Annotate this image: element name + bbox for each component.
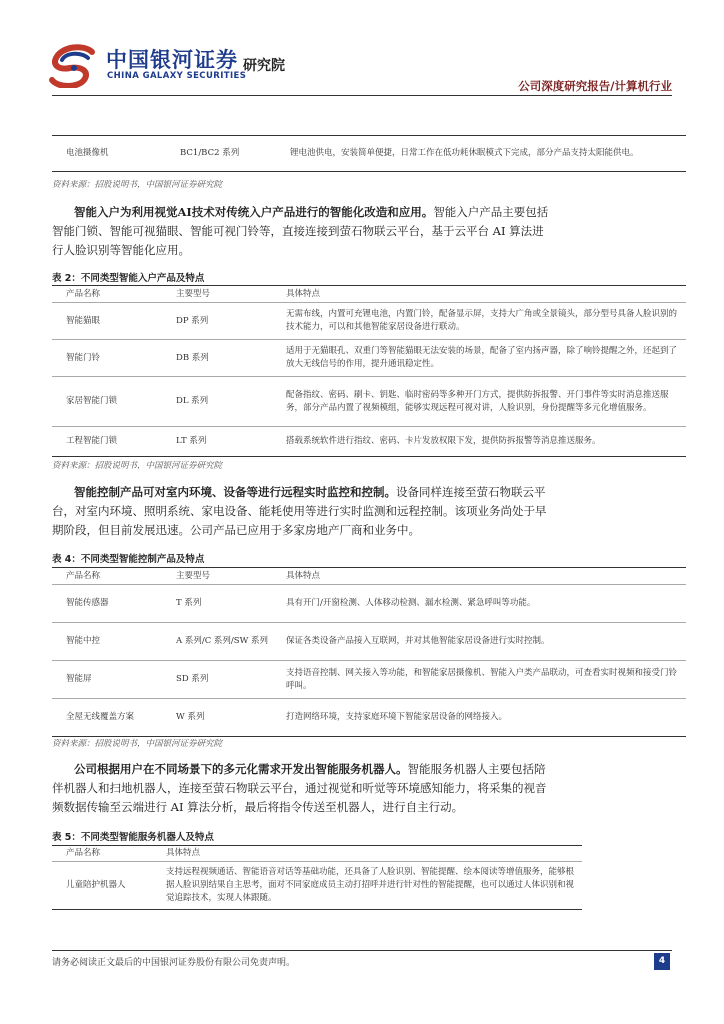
table-2 (52, 285, 686, 457)
table-cell: 支持语音控制、网关接入等功能，和智能家居摄像机、智能入户类产品联动，可查看实时视频和接受门铃呼叫。 (286, 667, 678, 691)
table-header: 主要型号 (176, 570, 211, 581)
table-header-row (52, 568, 686, 585)
table-cell: 智能门铃 (66, 352, 101, 363)
table-row (52, 623, 686, 661)
paragraph (52, 203, 552, 260)
paragraph-body: 设备同样连接至萤石物联云平台，对室内环境、照明系统、家电设备、能耗使用等进行实时监测和远程控制。该项业务尚处于早期阶段，但目前发展迅速。公司产品已应用于多家房地产厂商和业务中。 (52, 485, 547, 537)
source-note: 资料来源：招股说明书，中国银河证券研究院 (52, 180, 223, 190)
galaxy-logo-icon (48, 44, 100, 88)
table-cell: 工程智能门锁 (66, 436, 118, 446)
table-cell: 智能传感器 (66, 598, 109, 608)
table-cell: SD 系列 (176, 674, 209, 684)
table-cell: 智能中控 (66, 636, 101, 646)
logo-company-en: CHINA GALAXY SECURITIES (107, 71, 247, 81)
table-cell: 具有开门/开窗检测、人体移动检测、漏水检测、紧急呼叫等功能。 (286, 598, 536, 608)
paragraph-lead: 智能入户为利用视觉AI技术对传统入户产品进行的智能化改造和应用。 (74, 205, 434, 219)
table-cell: DL 系列 (176, 396, 209, 406)
table-row (52, 585, 686, 623)
table-caption: 表 5：不同类型智能服务机器人及特点 (52, 832, 214, 843)
table-cell: 智能屏 (66, 674, 92, 684)
table-cell: 保证各类设备产品接入互联网，并对其他智能家居设备进行实时控制。 (286, 636, 550, 646)
table-header: 具体特点 (286, 288, 321, 299)
table-header: 主要型号 (176, 288, 211, 299)
table-cell: LT 系列 (176, 436, 207, 446)
table-header-row (52, 846, 582, 862)
table-cell: DB 系列 (176, 352, 209, 363)
table-caption: 表 2：不同类型智能入户产品及特点 (52, 273, 205, 284)
table-header: 具体特点 (166, 848, 201, 858)
paragraph-lead: 公司根据用户在不同场景下的多元化需求开发出智能服务机器人。 (74, 762, 408, 776)
table-cell: 配备指纹、密码、刷卡、钥匙、临时密码等多种开门方式，提供防拆报警、开门事件等实时消息推送服务，部分产品内置了视频模组，能够实现远程可视对讲，人脸识别，身份提醒等多元化增值服务。 (286, 389, 669, 413)
footer-disclaimer: 请务必阅读正文最后的中国银河证券股份有限公司免责声明。 (52, 958, 296, 968)
table-cell: 锂电池供电，安装简单便捷，日常工作在低功耗休眠模式下完成，部分产品支持太阳能供电。 (290, 148, 639, 158)
table-cell: BC1/BC2 系列 (180, 148, 240, 158)
table-caption: 表 4：不同类型智能控制产品及特点 (52, 554, 205, 565)
table-top (52, 135, 686, 172)
table-row (52, 340, 686, 377)
table-row (52, 303, 686, 340)
table-cell: 全屋无线覆盖方案 (66, 712, 135, 722)
logo-institute: 研究院 (243, 58, 285, 74)
logo-company-cn: 中国银河证券 (106, 48, 238, 72)
table-header-row (52, 286, 686, 303)
table-5 (52, 845, 582, 910)
report-type: 公司深度研究报告/计算机行业 (518, 79, 672, 93)
table-cell: DP 系列 (176, 315, 209, 326)
table-cell: 智能猫眼 (66, 315, 101, 326)
table-cell: 家居智能门锁 (66, 396, 118, 406)
header-divider (52, 95, 672, 96)
table-row (52, 661, 686, 699)
table-cell: 儿童陪护机器人 (66, 880, 126, 890)
table-row (52, 862, 582, 910)
page-number: 4 (654, 953, 670, 970)
table-cell: A 系列/C 系列/SW 系列 (176, 636, 269, 646)
table-row (52, 699, 686, 737)
source-note: 资料来源：招股说明书，中国银河证券研究院 (52, 461, 223, 471)
source-note: 资料来源：招股说明书，中国银河证券研究院 (52, 739, 223, 749)
table-cell: 适用于无猫眼孔、双重门等智能猫眼无法安装的场景，配备了室内扬声器，除了响铃提醒之外，还起到了放大无线信号的作用，提升通讯稳定性。 (286, 346, 678, 369)
table-cell: 电池摄像机 (66, 148, 109, 158)
table-header: 产品名称 (66, 570, 101, 581)
table-cell: W 系列 (176, 712, 205, 722)
paragraph (52, 760, 552, 817)
table-cell: 无需布线，内置可充锂电池，内置门铃，配备显示屏，支持大广角或全景镜头，部分型号具备人脸识别的技术能力，可以和其他智能家居设备进行联动。 (286, 309, 678, 332)
table-cell: 打造网络环境，支持家庭环境下智能家居设备的网络接入。 (286, 712, 508, 722)
table-row (52, 427, 686, 457)
table-4 (52, 567, 686, 737)
table-header: 产品名称 (66, 848, 101, 858)
footer-divider (52, 950, 672, 951)
table-cell: 搭载系统软件进行指纹、密码、卡片发放权限下发，提供防拆报警等消息推送服务。 (286, 436, 601, 446)
table-row (52, 136, 686, 172)
table-header: 具体特点 (286, 570, 321, 581)
paragraph-lead: 智能控制产品可对室内环境、设备等进行远程实时监控和控制。 (74, 485, 396, 499)
paragraph (52, 483, 552, 540)
table-cell: 支持远程视频通话、智能语音对话等基础功能，还具备了人脸识别、智能提醒、绘本阅读等增值服务，能够根据人脸识别结果自主思考，面对不同家庭成员主动打招呼并进行针对性的智能提醒，也可以通过人体识别和视觉追踪技术，实现人体跟随。 (166, 867, 575, 903)
table-row (52, 377, 686, 427)
table-header: 产品名称 (66, 288, 101, 299)
paragraph-body: 智能入户产品主要包括智能门锁、智能可视猫眼、智能可视门铃等，直接连接到萤石物联云平台，基于云平台 AI 算法进行人脸识别等智能化应用。 (52, 205, 549, 257)
paragraph-body: 智能服务机器人主要包括陪伴机器人和扫地机器人，连接至萤石物联云平台，通过视觉和听觉等环境感知能力，将采集的视音频数据传输至云端进行 AI 算法分析，最后将指令传送至机器人，进行自主行动。 (52, 762, 547, 814)
table-cell: T 系列 (176, 598, 202, 608)
